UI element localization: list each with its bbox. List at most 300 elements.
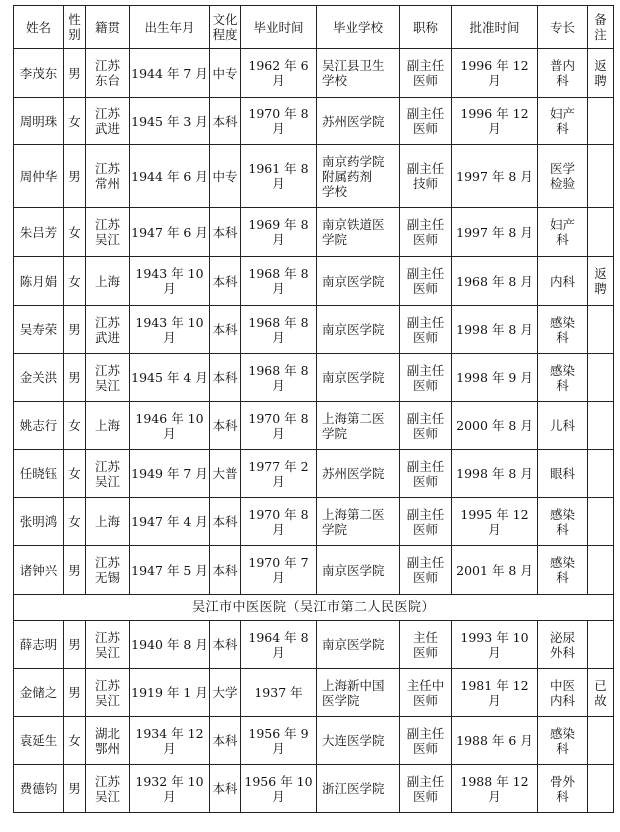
cell-title: [400, 402, 452, 450]
birth-text: 1945 年 4 月: [131, 370, 208, 385]
cell-title: [400, 49, 452, 98]
cell-specialty: [538, 402, 588, 450]
education-text: 本科: [212, 113, 238, 129]
cell-note: [588, 257, 614, 306]
grad-time-text: 1968 年 8 月: [248, 314, 309, 345]
gender-text: 女: [68, 224, 81, 240]
cell-birth: [130, 546, 210, 595]
origin-text: 上海: [94, 418, 120, 433]
cell-title: [400, 765, 452, 813]
cell-note: [588, 354, 614, 402]
education-text: 本科: [212, 781, 238, 796]
cell-name: [14, 145, 64, 208]
cell-gender: [64, 546, 86, 595]
cell-origin: [86, 669, 130, 717]
table-header-row: [14, 6, 614, 49]
grad-time-text: 1970 年 8 月: [248, 106, 309, 136]
cell-education: [210, 450, 241, 498]
title-text: 副主任 医师: [406, 725, 445, 756]
title-text: 副主任 医师: [406, 506, 445, 537]
birth-text: 1943 年 10 月: [135, 266, 204, 296]
table-row: [14, 669, 614, 717]
cell-birth: [130, 354, 210, 402]
cell-name: [14, 669, 64, 717]
cell-grad-time: [241, 621, 317, 669]
education-text: 本科: [212, 418, 238, 433]
cell-name: [14, 450, 64, 498]
approval-text: 1997 年 8 月: [456, 224, 533, 240]
grad-time-text: 1970 年 8 月: [248, 506, 309, 537]
cell-specialty: [538, 208, 588, 257]
cell-gender: [64, 765, 86, 813]
title-text: 主任中 医师: [406, 677, 445, 708]
grad-time-text: 1969 年 8 月: [248, 217, 309, 247]
school-text: 浙江医学院: [322, 781, 385, 796]
specialty-text: 中医 内科: [549, 677, 575, 708]
school-text: 南京医学院: [322, 370, 385, 385]
cell-note: [588, 498, 614, 546]
grad-time-text: 1937 年: [254, 685, 303, 700]
cell-gender: [64, 498, 86, 546]
school-text: 南京医学院: [322, 637, 385, 652]
cell-education: [210, 306, 241, 354]
birth-text: 1932 年 10 月: [135, 773, 204, 804]
cell-school: [317, 717, 400, 765]
table-row: [14, 546, 614, 595]
cell-gender: [64, 450, 86, 498]
cell-education: [210, 717, 241, 765]
cell-school: [317, 765, 400, 813]
cell-grad-time: [241, 49, 317, 98]
birth-text: 1944 年 6 月: [131, 168, 208, 184]
cell-birth: [130, 717, 210, 765]
grad-time-text: 1970 年 7 月: [248, 555, 309, 585]
gender-text: 男: [68, 685, 81, 700]
header-name: 姓名: [14, 6, 64, 49]
specialty-text: 妇产 科: [549, 106, 575, 136]
birth-text: 1943 年 10 月: [135, 314, 204, 345]
education-text: 本科: [212, 562, 238, 578]
table-row: [14, 402, 614, 450]
education-text: 本科: [212, 637, 238, 652]
birth-text: 1947 年 5 月: [131, 562, 208, 578]
cell-approval: [452, 306, 538, 354]
birth-text: 1947 年 4 月: [131, 514, 208, 529]
table-row: [14, 306, 614, 354]
cell-approval: [452, 354, 538, 402]
cell-birth: [130, 498, 210, 546]
cell-name: [14, 257, 64, 306]
cell-school: [317, 257, 400, 306]
name-text: 周明珠: [19, 113, 58, 129]
cell-name: [14, 498, 64, 546]
name-text: 姚志行: [19, 418, 58, 433]
cell-school: [317, 98, 400, 145]
cell-name: [14, 765, 64, 813]
cell-specialty: [538, 98, 588, 145]
gender-text: 男: [68, 781, 81, 796]
grad-time-text: 1968 年 8 月: [248, 362, 309, 393]
cell-gender: [64, 402, 86, 450]
cell-school: [317, 208, 400, 257]
cell-approval: [452, 98, 538, 145]
cell-birth: [130, 208, 210, 257]
title-text: 副主任 医师: [406, 410, 445, 441]
title-text: 副主任 医师: [406, 217, 445, 247]
approval-text: 1998 年 8 月: [456, 466, 533, 481]
cell-title: [400, 306, 452, 354]
origin-text: 江苏 常州: [94, 161, 120, 191]
cell-school: [317, 145, 400, 208]
origin-text: 江苏 吴江: [94, 773, 120, 804]
education-text: 本科: [212, 514, 238, 529]
school-text: 上海新中国 医学院: [322, 677, 385, 708]
cell-note: [588, 402, 614, 450]
title-text: 副主任 医师: [406, 555, 445, 585]
cell-gender: [64, 354, 86, 402]
cell-note: [588, 98, 614, 145]
title-text: 主任 医师: [412, 629, 438, 660]
cell-specialty: [538, 546, 588, 595]
staff-table: [13, 5, 614, 813]
cell-origin: [86, 354, 130, 402]
cell-title: [400, 208, 452, 257]
school-text: 苏州医学院: [322, 466, 385, 481]
cell-education: [210, 765, 241, 813]
birth-text: 1940 年 8 月: [131, 637, 208, 652]
cell-origin: [86, 621, 130, 669]
grad-time-text: 1962 年 6 月: [248, 58, 309, 88]
birth-text: 1944 年 7 月: [131, 65, 208, 81]
origin-text: 上海: [94, 273, 120, 289]
grad-time-text: 1970 年 8 月: [248, 410, 309, 441]
origin-text: 江苏 吴江: [94, 629, 120, 660]
table-row: [14, 765, 614, 813]
cell-note: [588, 450, 614, 498]
birth-text: 1945 年 3 月: [131, 113, 208, 129]
cell-title: [400, 621, 452, 669]
cell-education: [210, 402, 241, 450]
cell-origin: [86, 498, 130, 546]
cell-gender: [64, 98, 86, 145]
name-text: 袁延生: [19, 733, 58, 748]
cell-name: [14, 354, 64, 402]
cell-specialty: [538, 450, 588, 498]
cell-note: [588, 621, 614, 669]
cell-specialty: [538, 621, 588, 669]
cell-origin: [86, 257, 130, 306]
table-row: [14, 208, 614, 257]
cell-note: [588, 765, 614, 813]
cell-school: [317, 354, 400, 402]
specialty-text: 内科: [549, 273, 575, 289]
gender-text: 女: [68, 273, 81, 289]
cell-gender: [64, 208, 86, 257]
cell-title: [400, 669, 452, 717]
cell-school: [317, 498, 400, 546]
cell-title: [400, 498, 452, 546]
cell-specialty: [538, 669, 588, 717]
grad-time-text: 1961 年 8 月: [248, 161, 309, 191]
education-text: 本科: [212, 733, 238, 748]
cell-approval: [452, 145, 538, 208]
cell-name: [14, 546, 64, 595]
cell-note: [588, 546, 614, 595]
cell-grad-time: [241, 498, 317, 546]
approval-text: 1988 年 6 月: [456, 733, 533, 748]
birth-text: 1947 年 6 月: [131, 224, 208, 240]
school-text: 南京医学院: [322, 273, 385, 289]
header-approval: 批准时间: [452, 6, 538, 49]
education-text: 本科: [212, 322, 238, 337]
education-text: 大学: [212, 685, 238, 700]
education-text: 本科: [212, 273, 238, 289]
cell-gender: [64, 145, 86, 208]
cell-approval: [452, 546, 538, 595]
cell-origin: [86, 145, 130, 208]
name-text: 费德钧: [19, 781, 58, 796]
cell-education: [210, 49, 241, 98]
cell-note: [588, 49, 614, 98]
approval-text: 1998 年 9 月: [456, 370, 533, 385]
cell-name: [14, 717, 64, 765]
cell-approval: [452, 49, 538, 98]
cell-gender: [64, 621, 86, 669]
name-text: 陈月娟: [19, 273, 58, 289]
cell-title: [400, 450, 452, 498]
cell-name: [14, 402, 64, 450]
title-text: 副主任 医师: [406, 362, 445, 393]
gender-text: 男: [68, 637, 81, 652]
cell-name: [14, 49, 64, 98]
origin-text: 江苏 吴江: [94, 677, 120, 708]
cell-note: [588, 306, 614, 354]
table-row: [14, 621, 614, 669]
gender-text: 女: [68, 113, 81, 129]
cell-grad-time: [241, 450, 317, 498]
cell-school: [317, 621, 400, 669]
table-row: [14, 145, 614, 208]
origin-text: 上海: [94, 514, 120, 529]
cell-grad-time: [241, 257, 317, 306]
gender-text: 男: [68, 370, 81, 385]
gender-text: 男: [68, 322, 81, 337]
cell-gender: [64, 257, 86, 306]
cell-note: [588, 208, 614, 257]
grad-time-text: 1956 年 9 月: [248, 725, 309, 756]
specialty-text: 儿科: [549, 418, 575, 433]
cell-approval: [452, 621, 538, 669]
cell-grad-time: [241, 354, 317, 402]
specialty-text: 妇产 科: [549, 217, 575, 247]
education-text: 本科: [212, 224, 238, 240]
specialty-text: 感染 科: [549, 725, 575, 756]
cell-education: [210, 546, 241, 595]
origin-text: 江苏 东台: [94, 58, 120, 88]
cell-approval: [452, 257, 538, 306]
origin-text: 江苏 武进: [94, 106, 120, 136]
approval-text: 1981 年 12 月: [460, 677, 529, 708]
birth-text: 1949 年 7 月: [131, 466, 208, 481]
education-text: 中专: [212, 65, 238, 81]
gender-text: 男: [68, 562, 81, 578]
table-row: [14, 498, 614, 546]
cell-education: [210, 669, 241, 717]
cell-name: [14, 208, 64, 257]
specialty-text: 医学 检验: [549, 161, 575, 191]
title-text: 副主任 医师: [406, 266, 445, 296]
birth-text: 1919 年 1 月: [131, 685, 208, 700]
note-text: 返聘: [594, 58, 607, 88]
cell-specialty: [538, 306, 588, 354]
cell-gender: [64, 717, 86, 765]
gender-text: 女: [68, 514, 81, 529]
cell-education: [210, 621, 241, 669]
cell-specialty: [538, 145, 588, 208]
cell-name: [14, 306, 64, 354]
cell-education: [210, 354, 241, 402]
cell-origin: [86, 208, 130, 257]
table-row: [14, 49, 614, 98]
table-row: [14, 354, 614, 402]
cell-specialty: [538, 354, 588, 402]
cell-gender: [64, 306, 86, 354]
school-text: 吴江县卫生 学校: [322, 58, 385, 88]
origin-text: 江苏 吴江: [94, 217, 120, 247]
grad-time-text: 1977 年 2 月: [248, 458, 309, 489]
school-text: 南京医学院: [322, 322, 385, 337]
approval-text: 1993 年 10 月: [460, 629, 529, 660]
cell-note: [588, 669, 614, 717]
cell-school: [317, 669, 400, 717]
approval-text: 1997 年 8 月: [456, 168, 533, 184]
name-text: 周仲华: [19, 168, 58, 184]
gender-text: 女: [68, 466, 81, 481]
gender-text: 男: [68, 65, 81, 81]
cell-approval: [452, 208, 538, 257]
approval-text: 1995 年 12 月: [460, 506, 529, 537]
education-text: 中专: [212, 168, 238, 184]
cell-birth: [130, 49, 210, 98]
cell-specialty: [538, 498, 588, 546]
approval-text: 1998 年 8 月: [456, 322, 533, 337]
specialty-text: 骨外 科: [549, 773, 575, 804]
cell-birth: [130, 669, 210, 717]
note-text: 已故: [594, 677, 607, 708]
specialty-text: 眼科: [549, 466, 575, 481]
cell-title: [400, 257, 452, 306]
cell-gender: [64, 49, 86, 98]
approval-text: 2000 年 8 月: [456, 418, 533, 433]
cell-birth: [130, 402, 210, 450]
header-origin: 籍贯: [86, 6, 130, 49]
grad-time-text: 1956 年 10 月: [244, 773, 313, 804]
cell-title: [400, 98, 452, 145]
title-text: 副主任 医师: [406, 773, 445, 804]
cell-title: [400, 354, 452, 402]
cell-origin: [86, 402, 130, 450]
cell-specialty: [538, 257, 588, 306]
specialty-text: 感染 科: [549, 506, 575, 537]
specialty-text: 普内 科: [549, 58, 575, 88]
cell-origin: [86, 546, 130, 595]
cell-grad-time: [241, 306, 317, 354]
education-text: 本科: [212, 370, 238, 385]
table-row: [14, 717, 614, 765]
gender-text: 女: [68, 418, 81, 433]
specialty-text: 泌尿 外科: [549, 629, 575, 660]
cell-education: [210, 145, 241, 208]
name-text: 朱吕芳: [19, 224, 58, 240]
cell-school: [317, 49, 400, 98]
cell-approval: [452, 765, 538, 813]
cell-school: [317, 402, 400, 450]
title-text: 副主任 医师: [406, 58, 445, 88]
cell-approval: [452, 669, 538, 717]
cell-school: [317, 546, 400, 595]
cell-grad-time: [241, 402, 317, 450]
cell-birth: [130, 145, 210, 208]
section-title: 吴江市中医医院（吴江市第二人民医院）: [14, 595, 614, 621]
cell-title: [400, 717, 452, 765]
cell-education: [210, 257, 241, 306]
table-row: [14, 257, 614, 306]
cell-note: [588, 717, 614, 765]
header-education: 文化程度: [210, 6, 241, 49]
table-row: [14, 98, 614, 145]
cell-title: [400, 546, 452, 595]
cell-grad-time: [241, 669, 317, 717]
origin-text: 湖北 鄂州: [94, 725, 120, 756]
cell-origin: [86, 717, 130, 765]
name-text: 诸钟兴: [19, 562, 58, 578]
cell-name: [14, 621, 64, 669]
cell-approval: [452, 498, 538, 546]
gender-text: 女: [68, 733, 81, 748]
cell-birth: [130, 621, 210, 669]
education-text: 大普: [212, 466, 238, 481]
name-text: 张明鸿: [19, 514, 58, 529]
cell-birth: [130, 450, 210, 498]
cell-origin: [86, 450, 130, 498]
cell-specialty: [538, 765, 588, 813]
cell-grad-time: [241, 717, 317, 765]
school-text: 上海第二医 学院: [322, 506, 385, 537]
approval-text: 1996 年 12 月: [460, 106, 529, 136]
origin-text: 江苏 吴江: [94, 458, 120, 489]
cell-grad-time: [241, 98, 317, 145]
cell-origin: [86, 98, 130, 145]
title-text: 副主任 医师: [406, 314, 445, 345]
gender-text: 男: [68, 168, 81, 184]
school-text: 苏州医学院: [322, 113, 385, 129]
title-text: 副主任 技师: [406, 161, 445, 191]
cell-origin: [86, 306, 130, 354]
header-title: 职称: [400, 6, 452, 49]
name-text: 薛志明: [19, 637, 58, 652]
approval-text: 1996 年 12 月: [460, 58, 529, 88]
grad-time-text: 1964 年 8 月: [248, 629, 309, 660]
origin-text: 江苏 无锡: [94, 555, 120, 585]
cell-grad-time: [241, 145, 317, 208]
approval-text: 1988 年 12 月: [460, 773, 529, 804]
birth-text: 1946 年 10 月: [135, 410, 204, 441]
school-text: 南京医学院: [322, 562, 385, 578]
cell-birth: [130, 306, 210, 354]
name-text: 吴寿荣: [19, 322, 58, 337]
cell-grad-time: [241, 765, 317, 813]
cell-education: [210, 498, 241, 546]
